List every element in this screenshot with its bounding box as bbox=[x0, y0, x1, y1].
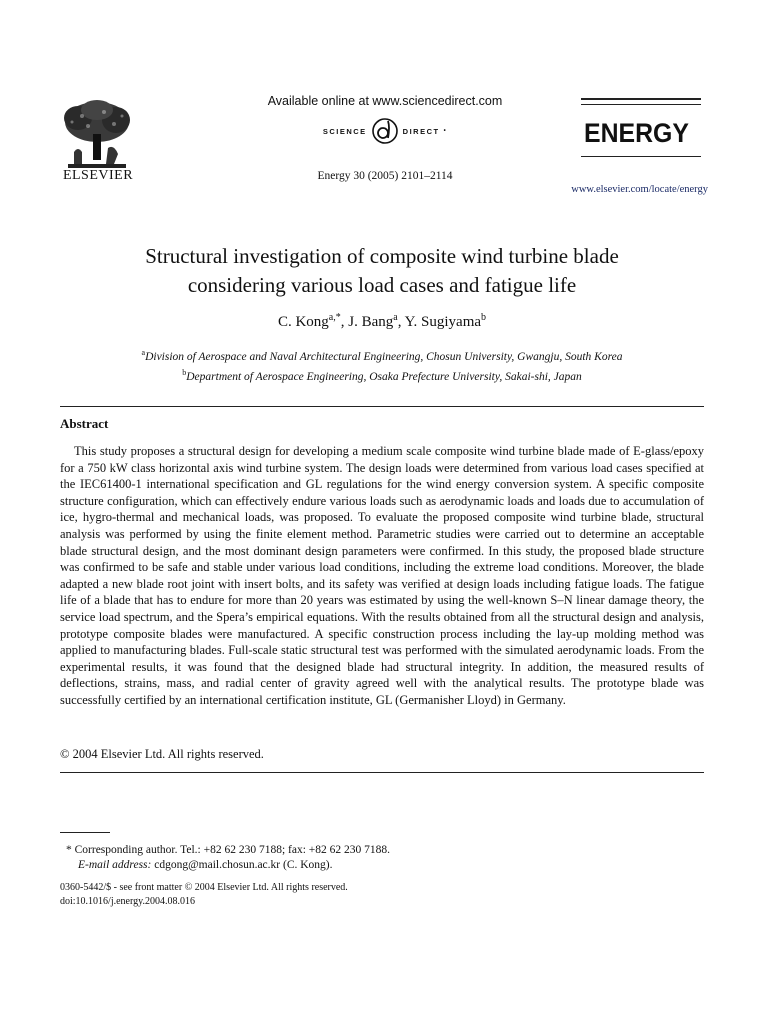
abstract-copyright: © 2004 Elsevier Ltd. All rights reserved. bbox=[60, 747, 264, 761]
paper-title bbox=[60, 242, 704, 300]
trademark-dot: • bbox=[443, 128, 448, 134]
journal-url-link[interactable]: www.elsevier.com/locate/energy bbox=[571, 184, 708, 195]
tree-icon bbox=[58, 98, 136, 168]
direct-word: DIRECT bbox=[402, 126, 440, 136]
doi-link[interactable]: doi:10.1016/j.energy.2004.08.016 bbox=[60, 896, 195, 907]
available-online-text[interactable]: Available online at www.sciencedirect.com bbox=[267, 94, 503, 108]
author-affiliation-mark: a bbox=[393, 312, 398, 323]
affiliation-text: Department of Aerospace Engineering, Osaka Prefecture University, Sakai-shi, Japan bbox=[186, 370, 582, 383]
author-name: C. Kong bbox=[277, 314, 329, 330]
corresponding-author-note: * Corresponding author. Tel.: +82 62 230 7188; fax: +82 62 230 7188. bbox=[66, 844, 391, 856]
author-affiliation-mark: b bbox=[481, 312, 487, 323]
affiliation-text: Division of Aerospace and Naval Architectural Engineering, Chosun University, Gwangju, South Korea bbox=[145, 350, 623, 363]
affiliation-list bbox=[60, 345, 704, 385]
science-word: SCIENCE bbox=[322, 126, 367, 136]
email-footnote bbox=[78, 859, 333, 871]
email-address-link[interactable]: cdgong@mail.chosun.ac.kr (C. Kong). bbox=[154, 859, 333, 871]
title-line-2: considering various load cases and fatigue life bbox=[187, 273, 577, 297]
author-name: Y. Sugiyama bbox=[404, 314, 482, 330]
email-label: E-mail address: bbox=[78, 859, 152, 871]
affiliation-item bbox=[60, 365, 704, 385]
energy-rule-top-thin bbox=[581, 104, 701, 105]
energy-rule-bottom bbox=[581, 156, 701, 157]
footnote-rule bbox=[60, 832, 110, 833]
journal-reference: Energy 30 (2005) 2101–2114 bbox=[317, 170, 453, 182]
abstract-heading: Abstract bbox=[60, 416, 109, 431]
affiliation-label: b bbox=[182, 367, 187, 377]
title-line-1: Structural investigation of composite wind turbine blade bbox=[145, 244, 619, 268]
sciencedirect-d-icon bbox=[371, 117, 399, 145]
publisher-name: ELSEVIER bbox=[62, 168, 134, 183]
author-name: J. Bang bbox=[348, 314, 394, 330]
front-matter-line: 0360-5442/$ - see front matter © 2004 Elsevier Ltd. All rights reserved. bbox=[60, 882, 348, 893]
author-affiliation-mark: a,* bbox=[328, 312, 341, 323]
affiliation-label: a bbox=[141, 348, 146, 357]
abstract-body: This study proposes a structural design for developing a medium scale composite wind turbine blade made of E-glass/epoxy for a 750 kW class horizontal axis wind turbine system. The design loads were determined from various load cases specified at the IEC61400-1 international specification and GL regulations for the wind energy conversion system. A specific composite structure configuration, which can effectively endure various loads such as aerodynamic loads and loads due to accumulation of ice, hygro-thermal and mechanical loads, was proposed. To evaluate the proposed composite wind turbine blade, structural analysis was performed by using the finite element method. Parametric studies were carried out to determine an acceptable blade structural design, and the most dominant design parameters were confirmed. In this study, the proposed blade structure was confirmed to be safe and stable under various load conditions, including the extreme load conditions. Moreover, the blade adapted a new blade root joint with insert bolts, and its safety was verified at design loads including fatigue loads. The fatigue life of a blade that has to endure for more than 20 years was estimated by using the well-known S–N linear damage theory, the service load spectrum, and the Spera’s empirical equations. With the results obtained from all the structural design and analysis, prototype composite blades were manufactured. A specific construction process including the lay-up molding method was applied to manufacturing blades. Full-scale static structural test was performed with the simulated aerodynamic loads. From the experimental results, it was found that the designed blade had structural integrity. In addition, the measured results of deflections, strains, mass, and radial center of gravity agreed well with the analytical results. The prototype blade was successfully certified by an international certification institute, GL (Germanisher Lloyd) in Germany. bbox=[60, 444, 704, 707]
energy-rule-top bbox=[581, 98, 701, 100]
abstract-bottom-rule bbox=[60, 772, 704, 773]
abstract-top-rule bbox=[60, 406, 704, 407]
sciencedirect-logo[interactable] bbox=[300, 116, 470, 146]
journal-name: ENERGY bbox=[584, 118, 689, 148]
author-list: C. Kong$^{a,*}$, J. Bang$^a$, Y. Sugiyama$^b$ bbox=[277, 312, 487, 330]
affiliation-item bbox=[60, 345, 704, 365]
